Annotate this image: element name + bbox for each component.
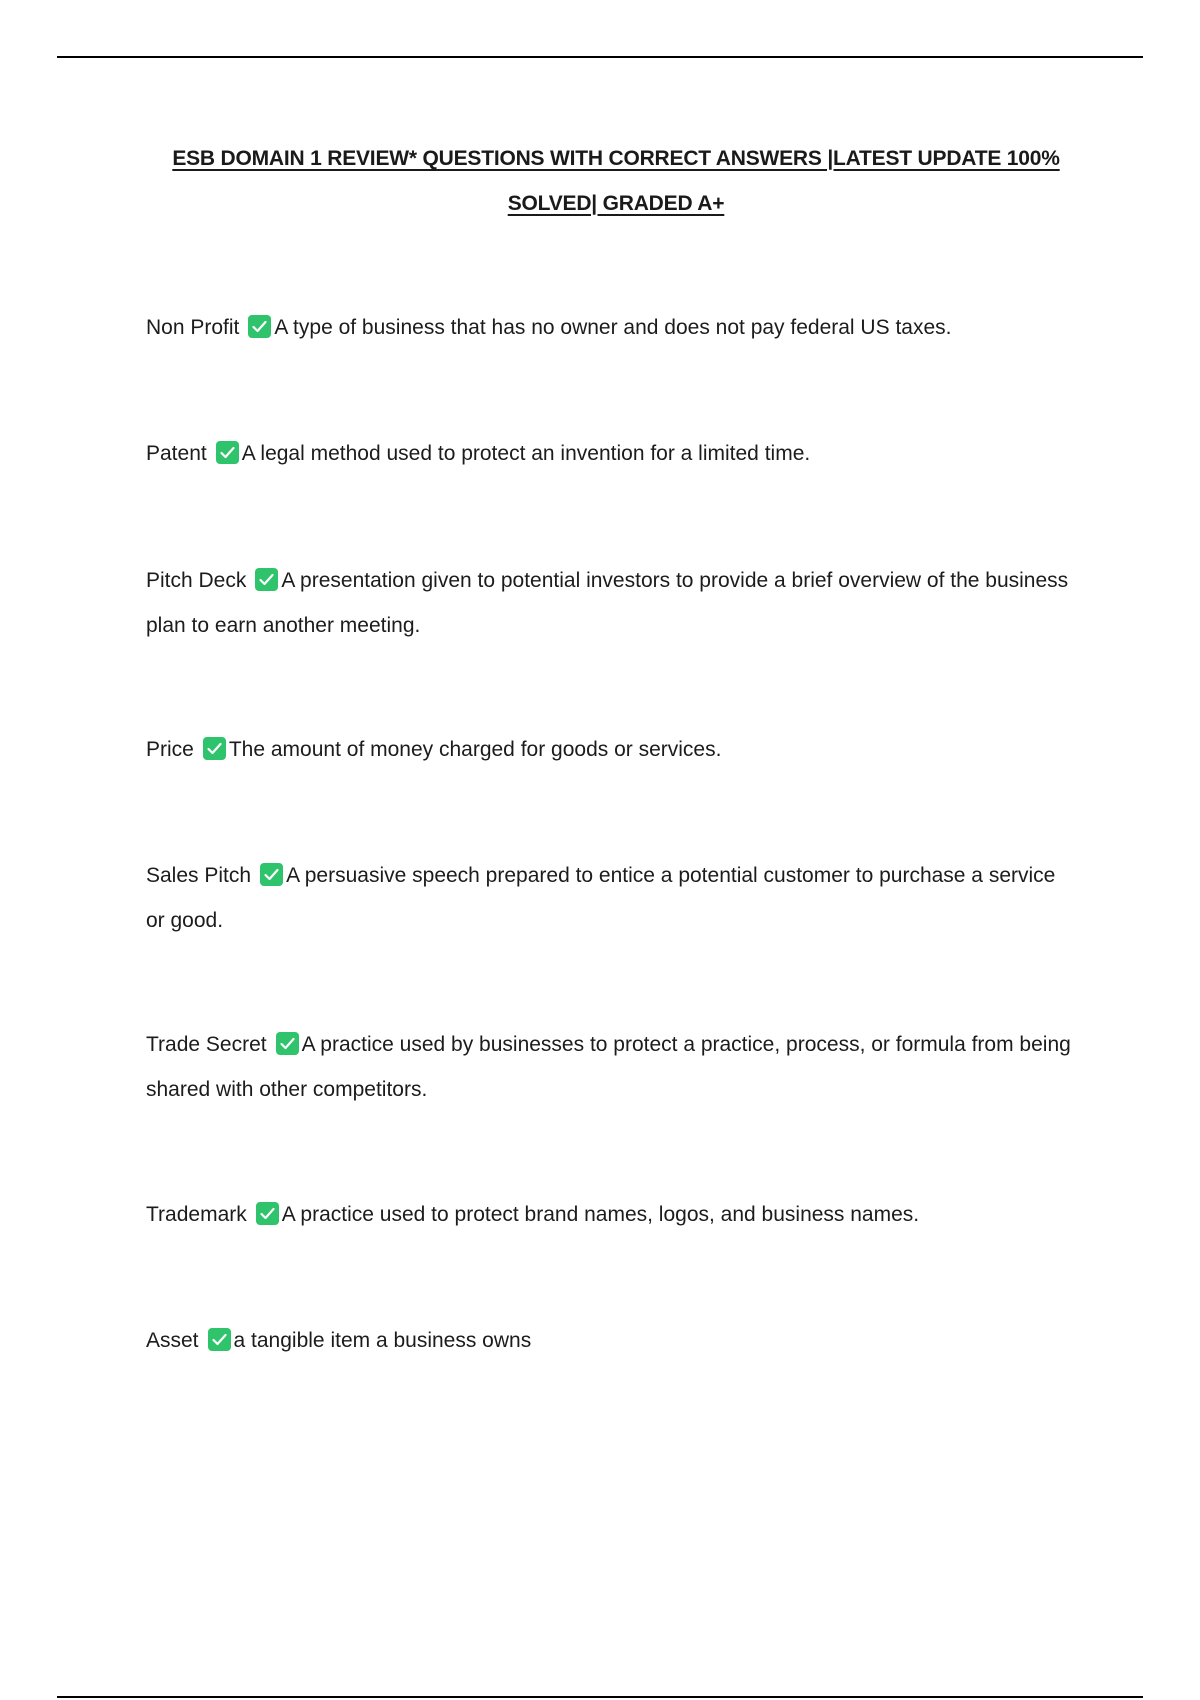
entry-definition: A presentation given to potential investors to provide a brief overview of the business plan to earn another meeting. [146,569,1069,637]
entry-definition: A legal method used to protect an invention for a limited time. [241,442,811,465]
check-mark-icon [256,1202,279,1225]
check-mark-icon [216,441,239,464]
check-mark-icon [255,568,278,591]
check-mark-icon [276,1032,299,1055]
check-mark-icon [248,315,271,338]
entry-term: Price [146,738,194,761]
entry-trademark [146,1192,1076,1237]
entry-price [146,727,1076,772]
check-mark-icon [208,1328,231,1351]
entry-term: Pitch Deck [146,569,247,592]
check-mark-icon [260,863,283,886]
entry-term: Trademark [146,1203,247,1226]
entry-pitch-deck [146,558,1076,648]
entry-term: Sales Pitch [146,864,252,887]
entry-definition: A practice used by businesses to protect a practice, process, or formula from being shared with other competitors. [146,1033,1071,1101]
title-line-2: SOLVED| GRADED A+ [507,192,725,215]
title-line-1: ESB DOMAIN 1 REVIEW* QUESTIONS WITH CORRECT ANSWERS |LATEST UPDATE 100% [172,147,1060,170]
check-mark-icon [203,737,226,760]
bottom-divider [57,1696,1143,1698]
entry-definition: The amount of money charged for goods or services. [228,738,722,761]
entry-patent [146,431,1076,476]
entry-asset [146,1318,1076,1363]
entry-non-profit [146,305,1076,350]
entry-term: Trade Secret [146,1033,267,1056]
document-title [146,136,1086,226]
entry-trade-secret [146,1022,1076,1112]
top-divider [57,56,1143,58]
entry-term: Asset [146,1329,199,1352]
entry-definition: A type of business that has no owner and does not pay federal US taxes. [274,316,952,339]
entry-definition: A persuasive speech prepared to entice a potential customer to purchase a service or good. [146,864,1056,932]
entry-definition: A practice used to protect brand names, logos, and business names. [281,1203,920,1226]
entry-term: Non Profit [146,316,240,339]
entry-sales-pitch [146,853,1076,943]
entry-definition: a tangible item a business owns [233,1329,532,1352]
entry-term: Patent [146,442,207,465]
